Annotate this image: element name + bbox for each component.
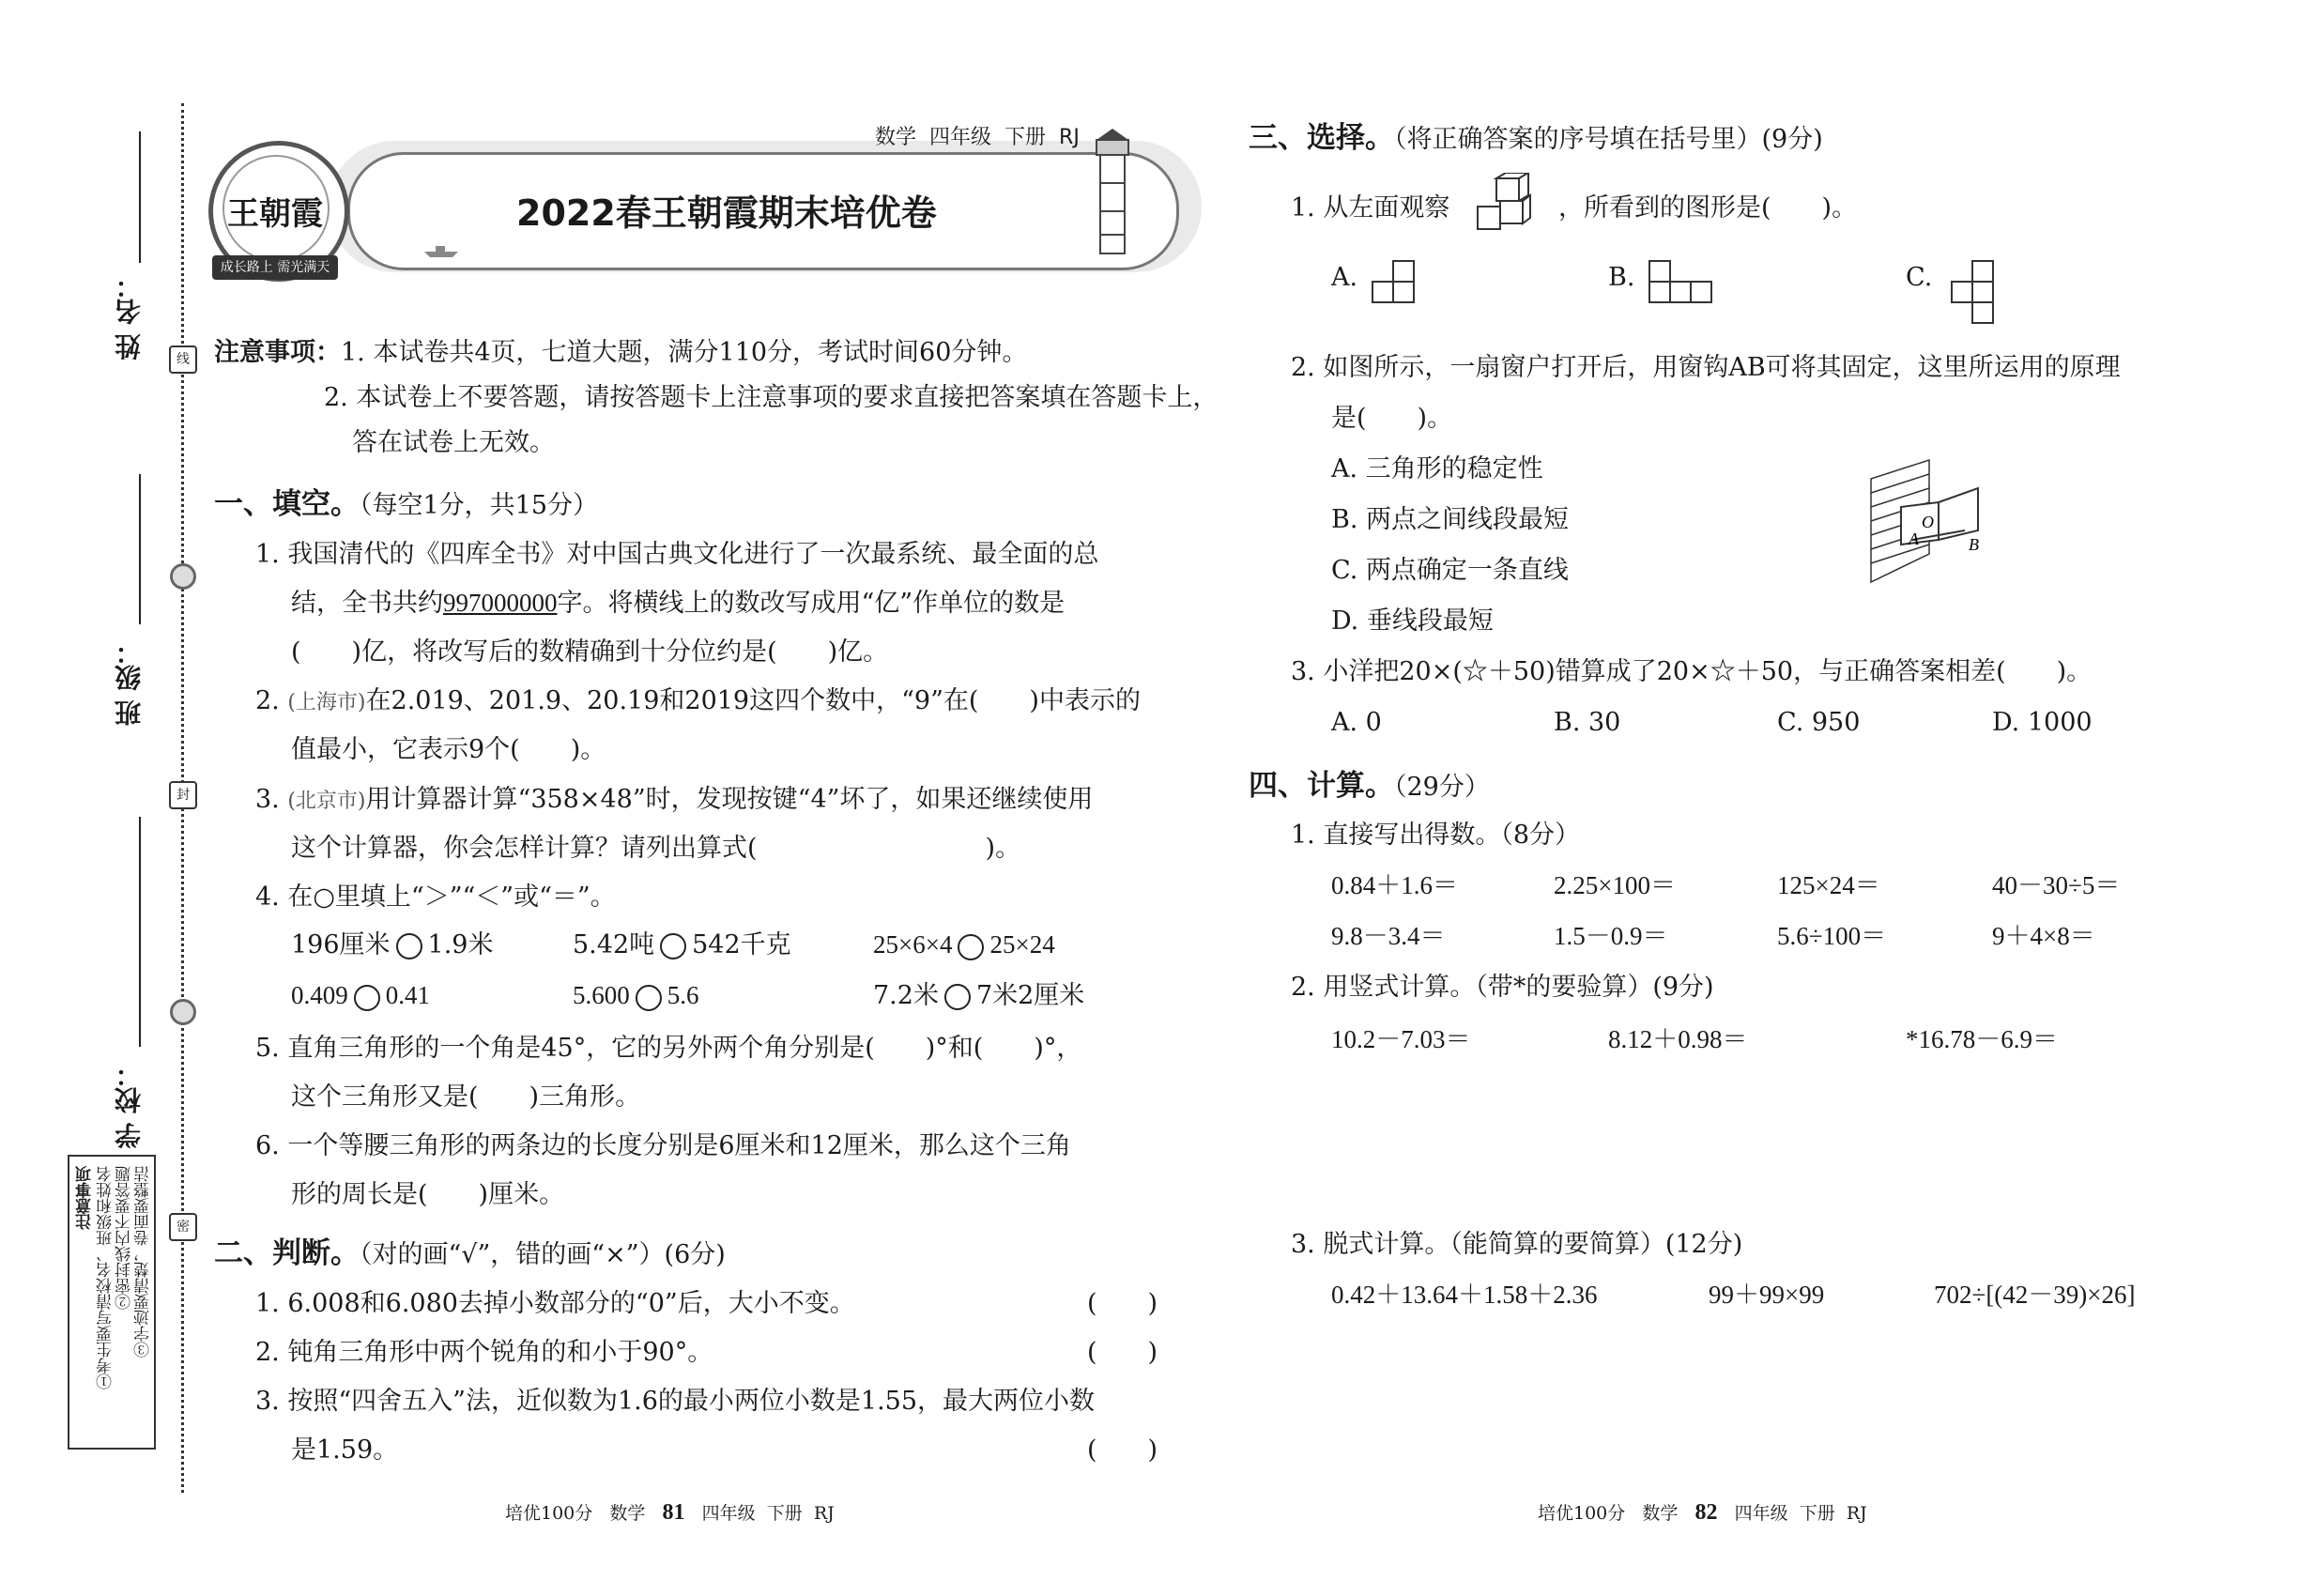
math-item: 2.25×100＝ — [1554, 871, 1676, 899]
question-text: 字。将横线上的数改写成用“亿”作单位的数是 — [557, 589, 1066, 618]
notice-label: 注意事项： — [214, 338, 341, 367]
compare-circle[interactable] — [396, 933, 422, 959]
tag-subject: 数学 — [875, 126, 917, 149]
binding-tag-line: 线 — [169, 345, 197, 374]
class-field[interactable] — [139, 474, 141, 624]
compare-circle[interactable] — [354, 985, 380, 1011]
section-title: 四、计算。 — [1249, 769, 1394, 803]
option-text[interactable]: B. 两点之间线段最短 — [1331, 505, 1570, 534]
question-text: 值最小，它表示9个( )。 — [291, 735, 606, 764]
question-text: 这个计算器，你会怎样计算？请列出算式( )。 — [291, 834, 1021, 863]
compare-circle[interactable] — [958, 934, 984, 960]
school-field[interactable] — [139, 817, 141, 1047]
option-text[interactable]: A. 0 — [1331, 708, 1382, 737]
binding-notes-title: 注意事项 — [76, 1166, 95, 1230]
section-title: 二、判断。 — [214, 1236, 360, 1270]
underlined-number: 997000000 — [443, 589, 558, 617]
question-text: 2. (上海市)在2.019、201.9、20.19和2019这四个数中，“9”在( )中表示的 — [255, 686, 1141, 715]
logo-text: 王朝霞 — [227, 195, 323, 233]
math-item: 99＋99×99 — [1709, 1281, 1825, 1309]
binding-tag-seal: 封 — [169, 781, 197, 809]
page-footer-left: 培优100分 数学 81 四年级 下册 RJ — [505, 1500, 835, 1525]
section-heading — [214, 487, 599, 521]
question-text: 2. 用竖式计算。（带*的要验算）(9分) — [1291, 973, 1714, 1002]
answer-paren[interactable]: ( ) — [1087, 1435, 1158, 1465]
question-text: 3. (北京市)用计算器计算“358×48”时，发现按键“4”坏了，如果还继续使用 — [255, 785, 1094, 814]
math-item: 10.2－7.03＝ — [1331, 1025, 1471, 1053]
region-tag: (上海市) — [287, 691, 366, 714]
window-hook-figure — [1863, 451, 1986, 591]
page-number: 81 — [662, 1500, 685, 1525]
page-title: 2022春王朝霞期末培优卷 — [516, 192, 937, 234]
notice-line: 1. 本试卷共4页，七道大题，满分110分，考试时间60分钟。 — [341, 338, 1028, 367]
option-text[interactable]: C. 950 — [1777, 708, 1861, 737]
question-text: 2. 如图所示，一扇窗户打开后，用窗钩AB可将其固定，这里所运用的原理 — [1291, 353, 2121, 382]
question-text: 1. 我国清代的《四库全书》对中国古典文化进行了一次最系统、最全面的总 — [255, 540, 1099, 569]
math-item: 1.5－0.9＝ — [1554, 922, 1668, 950]
math-item: *16.78－6.9＝ — [1906, 1025, 2058, 1053]
logo-ribbon: 成长路上 需光满天 — [212, 255, 338, 280]
option-b-figure — [1648, 259, 1718, 306]
compare-circle[interactable] — [636, 985, 662, 1011]
question-text: 6. 一个等腰三角形的两条边的长度分别是6厘米和12厘米，那么这个三角 — [255, 1131, 1071, 1160]
answer-paren[interactable]: ( ) — [1087, 1338, 1158, 1367]
section-note: （每空1分，共15分） — [360, 491, 599, 520]
question-text: 在2.019、201.9、20.19和2019这四个数中，“9”在( )中表示的 — [365, 686, 1141, 715]
question-text: 5. 直角三角形的一个角是45°，它的另外两个角分别是( )°和( )°， — [255, 1034, 1082, 1063]
question-text: 是( )。 — [1331, 404, 1453, 433]
question-text: ，所看到的图形是( )。 — [1558, 193, 1858, 223]
option-text[interactable]: C. 两点确定一条直线 — [1331, 556, 1569, 585]
tag-edition: RJ — [1059, 126, 1080, 149]
question-text: 3. 小洋把20×(☆＋50)错算成了20×☆＋50，与正确答案相差( )。 — [1291, 657, 2093, 686]
question-text: 1. 从左面观察 — [1291, 193, 1450, 223]
option-text[interactable]: D. 1000 — [1992, 708, 2093, 737]
binding-notes-box — [68, 1155, 156, 1450]
page-footer-right: 培优100分 数学 82 四年级 下册 RJ — [1538, 1500, 1867, 1525]
answer-paren[interactable]: ( ) — [1087, 1289, 1158, 1318]
question-text: 1. 6.008和6.080去掉小数部分的“0”后，大小不变。 — [255, 1289, 855, 1318]
question-text: 结，全书共约 — [291, 589, 443, 618]
notice-line: 2. 本试卷上不要答题，请按答题卡上注意事项的要求直接把答案填在答题卡上， — [324, 383, 1219, 412]
math-item: 9＋4×8＝ — [1992, 922, 2095, 950]
name-field[interactable] — [139, 131, 141, 263]
figure-label: A — [1909, 529, 1919, 548]
section-heading — [214, 1236, 726, 1270]
binding-ring-icon — [170, 563, 196, 590]
math-item: 702÷[(42－39)×26] — [1934, 1281, 2136, 1309]
lighthouse-icon — [1080, 127, 1145, 258]
section-note: （将正确答案的序号填在括号里）(9分) — [1394, 125, 1823, 154]
binding-tag-secret: 密 — [169, 1213, 197, 1241]
name-label: 姓 名： — [114, 272, 145, 361]
question-text: 形的周长是( )厘米。 — [291, 1180, 565, 1209]
compare-item: 196厘米 1.9米 — [291, 930, 494, 959]
region-tag: (北京市) — [287, 790, 366, 813]
binding-note: ①考生要写清校名、班级和姓名 — [97, 1166, 115, 1389]
page-number: 82 — [1694, 1500, 1718, 1525]
math-item: 8.12＋0.98＝ — [1608, 1025, 1748, 1053]
school-label: 学 校： — [114, 1061, 145, 1149]
math-item: 125×24＝ — [1777, 871, 1880, 899]
math-item: 9.8－3.4＝ — [1331, 922, 1446, 950]
section-heading — [1249, 769, 1490, 803]
section-heading — [1249, 121, 1823, 155]
question-text: 2. 钝角三角形中两个锐角的和小于90°。 — [255, 1338, 713, 1367]
question-text — [291, 591, 1065, 616]
binding-ring-icon — [170, 999, 196, 1025]
ship-icon — [422, 242, 460, 259]
compare-circle[interactable] — [660, 933, 686, 959]
header-tags — [875, 128, 1080, 148]
question-text: 1. 直接写出得数。（8分） — [1291, 821, 1581, 850]
option-text[interactable]: A. 三角形的稳定性 — [1331, 454, 1543, 483]
option-label[interactable]: C. — [1906, 263, 1933, 292]
math-item: 0.84＋1.6＝ — [1331, 871, 1458, 899]
question-text: ( )亿，将改写后的数精确到十分位约是( )亿。 — [291, 637, 889, 667]
compare-item: 0.409 0.41 — [291, 981, 430, 1009]
binding-note: ②密封线内不要答题 — [115, 1166, 134, 1310]
tag-grade: 四年级 — [929, 126, 992, 149]
compare-item: 5.600 5.6 — [573, 981, 699, 1009]
notice-block — [214, 340, 1027, 365]
compare-item: 25×6×4 25×24 — [873, 930, 1055, 959]
class-label: 班 级： — [114, 638, 145, 727]
figure-label: B — [1969, 535, 1979, 554]
option-a-figure — [1371, 259, 1418, 306]
math-item: 5.6÷100＝ — [1777, 922, 1887, 950]
section-title: 一、填空。 — [214, 487, 360, 521]
figure-label: O — [1922, 513, 1934, 531]
option-text[interactable]: D. 垂线段最短 — [1331, 606, 1494, 636]
compare-item: 7.2米 7米2厘米 — [873, 981, 1085, 1010]
question-text: 用计算器计算“358×48”时，发现按键“4”坏了，如果还继续使用 — [365, 785, 1094, 814]
option-c-figure — [1948, 259, 1997, 329]
compare-circle[interactable] — [944, 984, 971, 1010]
section-note: （对的画“√”，错的画“×”）(6分) — [360, 1240, 726, 1269]
binding-note: ③字迹要清楚，卷面要整洁 — [134, 1166, 153, 1358]
option-label[interactable]: B. — [1608, 263, 1635, 292]
section-note: （29分） — [1394, 773, 1490, 802]
question-text: 3. 脱式计算。（能简算的要简算）(12分) — [1291, 1230, 1743, 1259]
option-label[interactable]: A. — [1331, 263, 1358, 292]
option-text[interactable]: B. 30 — [1554, 708, 1621, 737]
section-title: 三、选择。 — [1249, 121, 1394, 155]
compare-item: 5.42吨 542千克 — [573, 930, 791, 959]
math-item: 40－30÷5＝ — [1992, 871, 2121, 899]
question-text: 是1.59。 — [291, 1435, 399, 1465]
question-text: 这个三角形又是( )三角形。 — [291, 1082, 641, 1112]
question-text: 3. 按照“四舍五入”法，近似数为1.6的最小两位小数是1.55，最大两位小数 — [255, 1387, 1096, 1416]
question-text: 4. 在○里填上“＞”“＜”或“＝”。 — [255, 882, 616, 912]
tag-volume: 下册 — [1004, 126, 1047, 149]
math-item: 0.42＋13.64＋1.58＋2.36 — [1331, 1281, 1598, 1309]
notice-line: 答在试卷上无效。 — [352, 428, 555, 457]
cube-stack-figure — [1474, 173, 1541, 237]
